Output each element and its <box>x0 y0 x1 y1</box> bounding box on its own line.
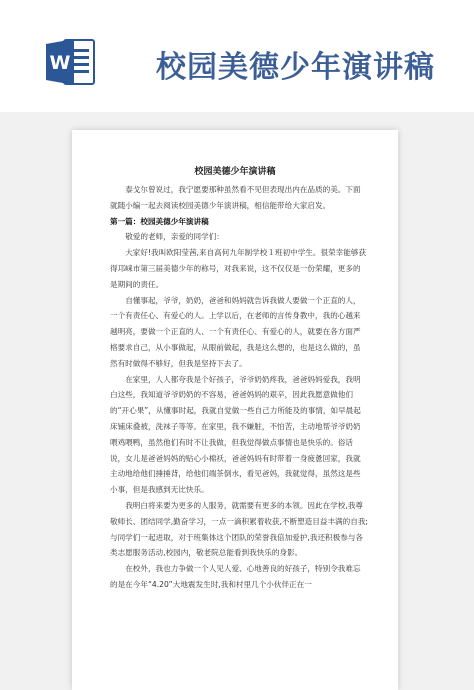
body-paragraph: 自懂事起，爷爷，奶奶，爸爸和妈妈就告诉我做人要做一个正直的人，一个有责任心、有爱心的人。上学以后，在老师的言传身教中，我的心越来越明亮，要做一个正直的人、一个有责任心、有爱心的人，就要在各方面严格要求自己，从小事做起，从眼前做起，我是这么想的，也是这么做的，虽然有时做得不够好，但我是坚持下去了。 <box>110 295 361 368</box>
word-icon <box>44 36 96 88</box>
document-title: 校园美德少年演讲稿 <box>194 167 276 177</box>
body-paragraph: 敬爱的老师，亲爱的同学们： <box>125 232 224 242</box>
body-paragraph: 在校外，我也力争做一个人见人爱、心地善良的好孩子，特别令我难忘的是在今年“4.20”大地震发生时,我和村里几个小伙伴正在一 <box>110 564 361 589</box>
section-heading: 第一篇：校园美德少年演讲稿 <box>110 216 209 226</box>
document-body <box>110 182 368 593</box>
body-paragraph: 大家好!我叫欧阳莹茜,来自高何九年制学校１班初中学生。很荣幸能够获得邛崃市第三届美德少年的称号，对我来说，这不仅仅是一份荣耀，更多的是期间的责任。 <box>110 248 367 289</box>
word-icon-letter: W <box>49 52 71 74</box>
body-paragraph: 我明白将来要为更多的人服务，就需要有更多的本领。因此在学校,我尊敬师长、团结同学,勤奋学习，一点一滴积累着收获,不断塑造目益丰满的自我;与同学们一起进取，对于班集体这个团队的荣誉我倍加爱护,我还积极参与各类志愿服务活动,校园内，敬老院总能看到我快乐的身影。 <box>110 500 368 558</box>
page-title: 校园美德少年演讲稿 <box>156 50 435 85</box>
header-banner <box>0 0 474 112</box>
body-paragraph: 泰戈尔曾说过，我宁愿要那种虽然看不见但表现出内在品质的美。下面就随小编一起去阅读校园美德少年演讲稿，相信能带给大家启发。 <box>110 185 361 210</box>
document-page <box>72 130 398 690</box>
body-paragraph: 在家里，人人都夸我是个好孩子，爷爷奶奶疼我，爸爸妈妈爱我，我明白这些，我知道爷爷奶奶的不容易，爸爸妈妈的艰辛，因此我愿意做他们的“开心果”，从懂事时起，我就自觉做一些自己力所能及的事情，如早晨起床铺床叠被，洗袜子等等。在家里，我不嫌脏，不怕苦，主动地帮爷爷奶奶喂鸡喂鸭，虽然他们有时不让我做，但我觉得做点事情也是快乐的。俗话说，女儿是爸爸妈妈的贴心小棉袄，爸爸妈妈有时带着一身疲惫回家，我就主动地给他们捶捶背，给他们端茶倒水，看见爸妈，我就觉得，虽然这是些小事，但是我感到无比快乐。 <box>110 374 361 495</box>
